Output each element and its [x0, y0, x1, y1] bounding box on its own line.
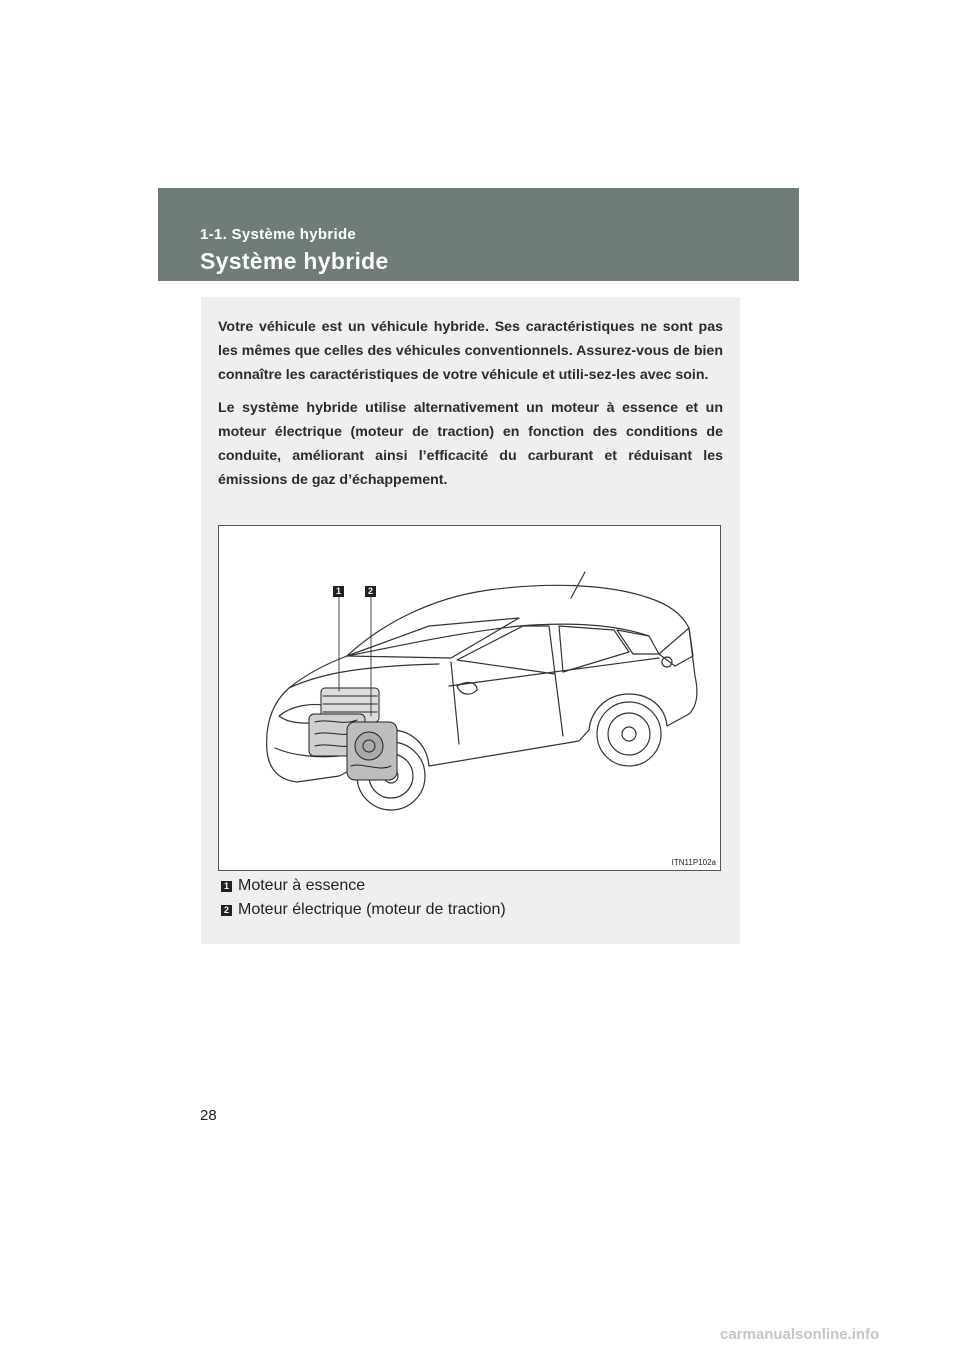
- tail-light: [659, 628, 693, 666]
- section-header: [158, 188, 799, 281]
- watermark: carmanualsonline.info: [720, 1326, 880, 1343]
- intro-paragraph-2: Le système hybride utilise alternativement un moteur à essence et un moteur électrique (moteur de traction) en fonction des conditions de conduite, améliorant ainsi l’efficacité du carburant et réduisant les émissions de gaz d’échappement.: [218, 400, 723, 488]
- car-drawing: [219, 526, 720, 870]
- rear-wheel: [597, 702, 661, 766]
- content-box: [201, 297, 740, 944]
- figure-marker-2: 2: [365, 586, 376, 597]
- section-label: 1-1. Système hybride: [200, 226, 357, 243]
- door-line-2: [555, 674, 563, 736]
- figure-id: ITN11P102a: [671, 858, 716, 867]
- engine-assembly: [309, 688, 397, 780]
- side-mirror: [457, 683, 477, 695]
- legend-marker-2: 2: [221, 905, 232, 916]
- legend-text-gasoline-engine: Moteur à essence: [238, 877, 366, 894]
- door-line-1: [451, 662, 459, 744]
- intro-paragraph-1: Votre véhicule est un véhicule hybride. Ses caractéristiques ne sont pas les mêmes que celles des véhicules conventionnels. Assurez-vous de bien connaître les caractéristiques de votre véhicule et utili-sez-les avec soin.: [218, 319, 723, 383]
- hybrid-car-illustration: [218, 525, 721, 871]
- figure-marker-1: 1: [333, 586, 344, 597]
- front-window: [457, 626, 555, 674]
- page-number: 28: [200, 1107, 217, 1124]
- windshield: [347, 618, 519, 658]
- legend-marker-1: 1: [221, 881, 232, 892]
- page-title: Système hybride: [200, 248, 389, 274]
- rear-glass: [617, 630, 659, 654]
- hood-line: [289, 664, 439, 688]
- antenna: [571, 572, 585, 598]
- legend-text-electric-motor: Moteur électrique (moteur de traction): [238, 901, 506, 918]
- intro-text: [218, 315, 723, 501]
